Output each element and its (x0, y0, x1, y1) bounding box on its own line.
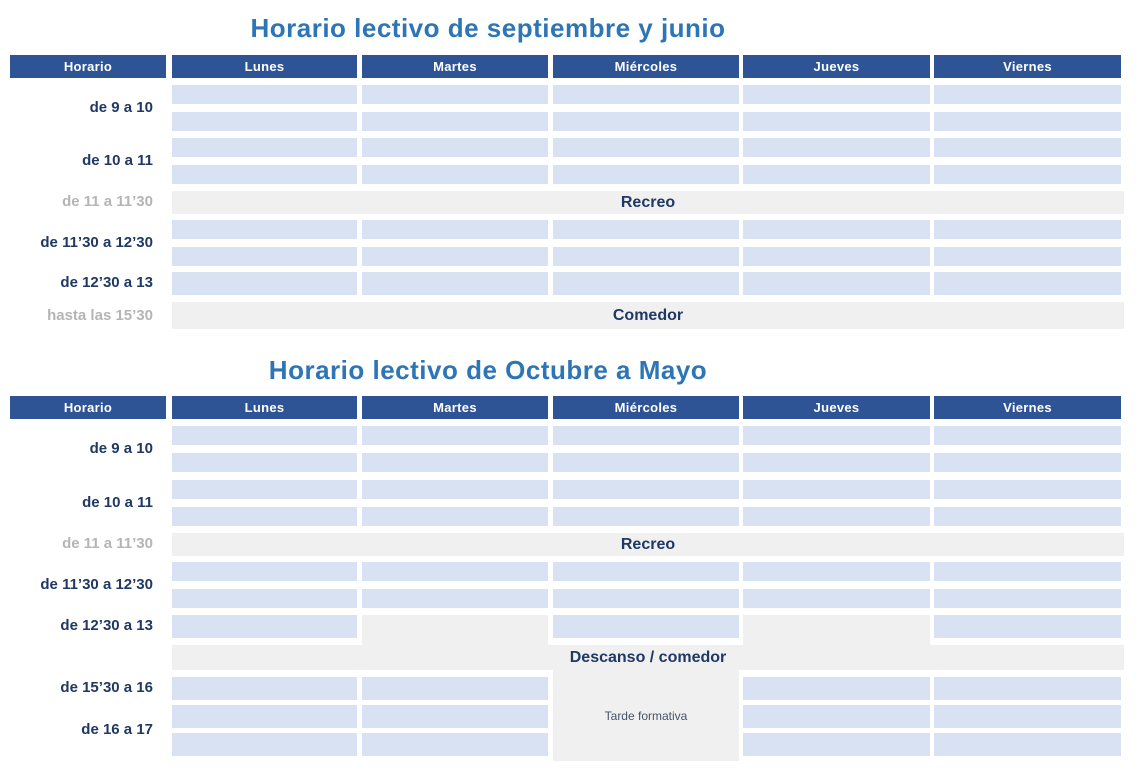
cell-martes (362, 507, 548, 526)
cell-viernes (934, 705, 1121, 728)
cell-lunes (172, 733, 357, 756)
cell-martes (362, 589, 548, 608)
cell-viernes (934, 247, 1121, 266)
cell-viernes (934, 220, 1121, 239)
cell-miercoles (553, 220, 739, 239)
time-label-de-9-a-10: de 9 a 10 (89, 440, 153, 457)
cell-lunes (172, 138, 357, 157)
cell-martes (362, 677, 548, 700)
cell-viernes (934, 589, 1121, 608)
note-tarde-formativa: Tarde formativa (604, 709, 688, 723)
time-label-hasta-las-15-30: hasta las 15’30 (47, 307, 153, 324)
cell-jueves (743, 733, 930, 756)
cell-miercoles (553, 272, 739, 295)
time-label-de-12-30-a-13: de 12’30 a 13 (60, 617, 153, 634)
cell-martes (362, 220, 548, 239)
cell-jueves (743, 426, 930, 445)
header-cell-jueves: Jueves (743, 396, 930, 419)
cell-miercoles (553, 589, 739, 608)
time-label-de-15-30-a-16: de 15’30 a 16 (60, 679, 153, 696)
cell-viernes (934, 480, 1121, 499)
time-label-de-11-30-a-12-30: de 11’30 a 12’30 (40, 576, 153, 593)
header-cell-viernes: Viernes (934, 396, 1121, 419)
header-cell-lunes: Lunes (172, 396, 357, 419)
header-cell-viernes: Viernes (934, 55, 1121, 78)
cell-viernes (934, 453, 1121, 472)
cell-lunes (172, 507, 357, 526)
cell-viernes (934, 615, 1121, 638)
break-band-label: Recreo (620, 194, 676, 211)
cell-viernes (934, 85, 1121, 104)
cell-martes (362, 85, 548, 104)
cell-miercoles (553, 480, 739, 499)
cell-martes (362, 272, 548, 295)
break-band-recreo (172, 533, 1124, 556)
cell-miercoles (553, 615, 739, 638)
cell-martes (362, 165, 548, 184)
header-cell-miercoles: Miércoles (553, 55, 739, 78)
break-band-comedor (172, 302, 1124, 329)
cell-miercoles (553, 426, 739, 445)
cell-lunes (172, 562, 357, 581)
cell-lunes (172, 677, 357, 700)
cell-jueves (743, 480, 930, 499)
header-cell-jueves: Jueves (743, 55, 930, 78)
schedule-title-september-june: Horario lectivo de septiembre y junio (250, 13, 726, 43)
cell-lunes (172, 589, 357, 608)
header-cell-martes: Martes (362, 55, 548, 78)
cell-jueves (743, 138, 930, 157)
cell-lunes (172, 272, 357, 295)
break-band-label: Descanso / comedor (569, 649, 727, 666)
header-cell-miercoles: Miércoles (553, 396, 739, 419)
cell-jueves (743, 677, 930, 700)
time-label-de-9-a-10: de 9 a 10 (89, 99, 153, 116)
time-label-de-11-a-11-30: de 11 a 11’30 (62, 193, 153, 210)
cell-jueves (743, 705, 930, 728)
cell-lunes (172, 615, 357, 638)
time-label-de-11-30-a-12-30: de 11’30 a 12’30 (40, 234, 153, 251)
cell-jueves (743, 562, 930, 581)
cell-miercoles (553, 562, 739, 581)
cell-lunes (172, 453, 357, 472)
cell-lunes (172, 705, 357, 728)
cell-miercoles (553, 112, 739, 131)
cell-lunes (172, 220, 357, 239)
cell-viernes (934, 426, 1121, 445)
cell-jueves (743, 589, 930, 608)
cell-jueves (743, 220, 930, 239)
cell-jueves (743, 112, 930, 131)
header-cell-lunes: Lunes (172, 55, 357, 78)
time-label-de-10-a-11: de 10 a 11 (82, 494, 153, 511)
schedule-title-october-may: Horario lectivo de Octubre a Mayo (268, 355, 708, 385)
break-band-recreo (172, 191, 1124, 214)
cell-lunes (172, 112, 357, 131)
cell-miercoles (553, 165, 739, 184)
cell-viernes (934, 138, 1121, 157)
cell-jueves (743, 247, 930, 266)
cell-miercoles (553, 138, 739, 157)
time-label-de-16-a-17: de 16 a 17 (81, 721, 153, 738)
break-band-label: Comedor (612, 307, 684, 324)
cell-martes (362, 705, 548, 728)
cell-jueves (743, 507, 930, 526)
break-band-label: Recreo (620, 536, 676, 553)
cell-jueves (743, 85, 930, 104)
cell-miercoles (553, 507, 739, 526)
cell-viernes (934, 562, 1121, 581)
cell-miercoles (553, 247, 739, 266)
cell-martes (362, 426, 548, 445)
cell-lunes (172, 165, 357, 184)
cell-martes (362, 562, 548, 581)
cell-martes (362, 480, 548, 499)
cell-martes (362, 138, 548, 157)
cell-viernes (934, 677, 1121, 700)
time-label-de-12-30-a-13: de 12’30 a 13 (60, 274, 153, 291)
cell-lunes (172, 247, 357, 266)
cell-jueves (743, 453, 930, 472)
cell-martes (362, 112, 548, 131)
cell-miercoles (553, 453, 739, 472)
cell-miercoles (553, 85, 739, 104)
cell-lunes (172, 85, 357, 104)
cell-lunes (172, 426, 357, 445)
cell-martes (362, 453, 548, 472)
cell-viernes (934, 272, 1121, 295)
time-label-de-11-a-11-30: de 11 a 11’30 (62, 535, 153, 552)
cell-viernes (934, 733, 1121, 756)
cell-martes (362, 733, 548, 756)
cell-martes (362, 247, 548, 266)
time-label-de-10-a-11: de 10 a 11 (82, 152, 153, 169)
cell-viernes (934, 165, 1121, 184)
cell-viernes (934, 507, 1121, 526)
cell-jueves (743, 272, 930, 295)
header-cell-martes: Martes (362, 396, 548, 419)
header-cell-horario: Horario (10, 396, 166, 419)
cell-lunes (172, 480, 357, 499)
header-cell-horario: Horario (10, 55, 166, 78)
cell-jueves (743, 165, 930, 184)
cell-viernes (934, 112, 1121, 131)
break-band-descanso-comedor (172, 645, 1124, 670)
